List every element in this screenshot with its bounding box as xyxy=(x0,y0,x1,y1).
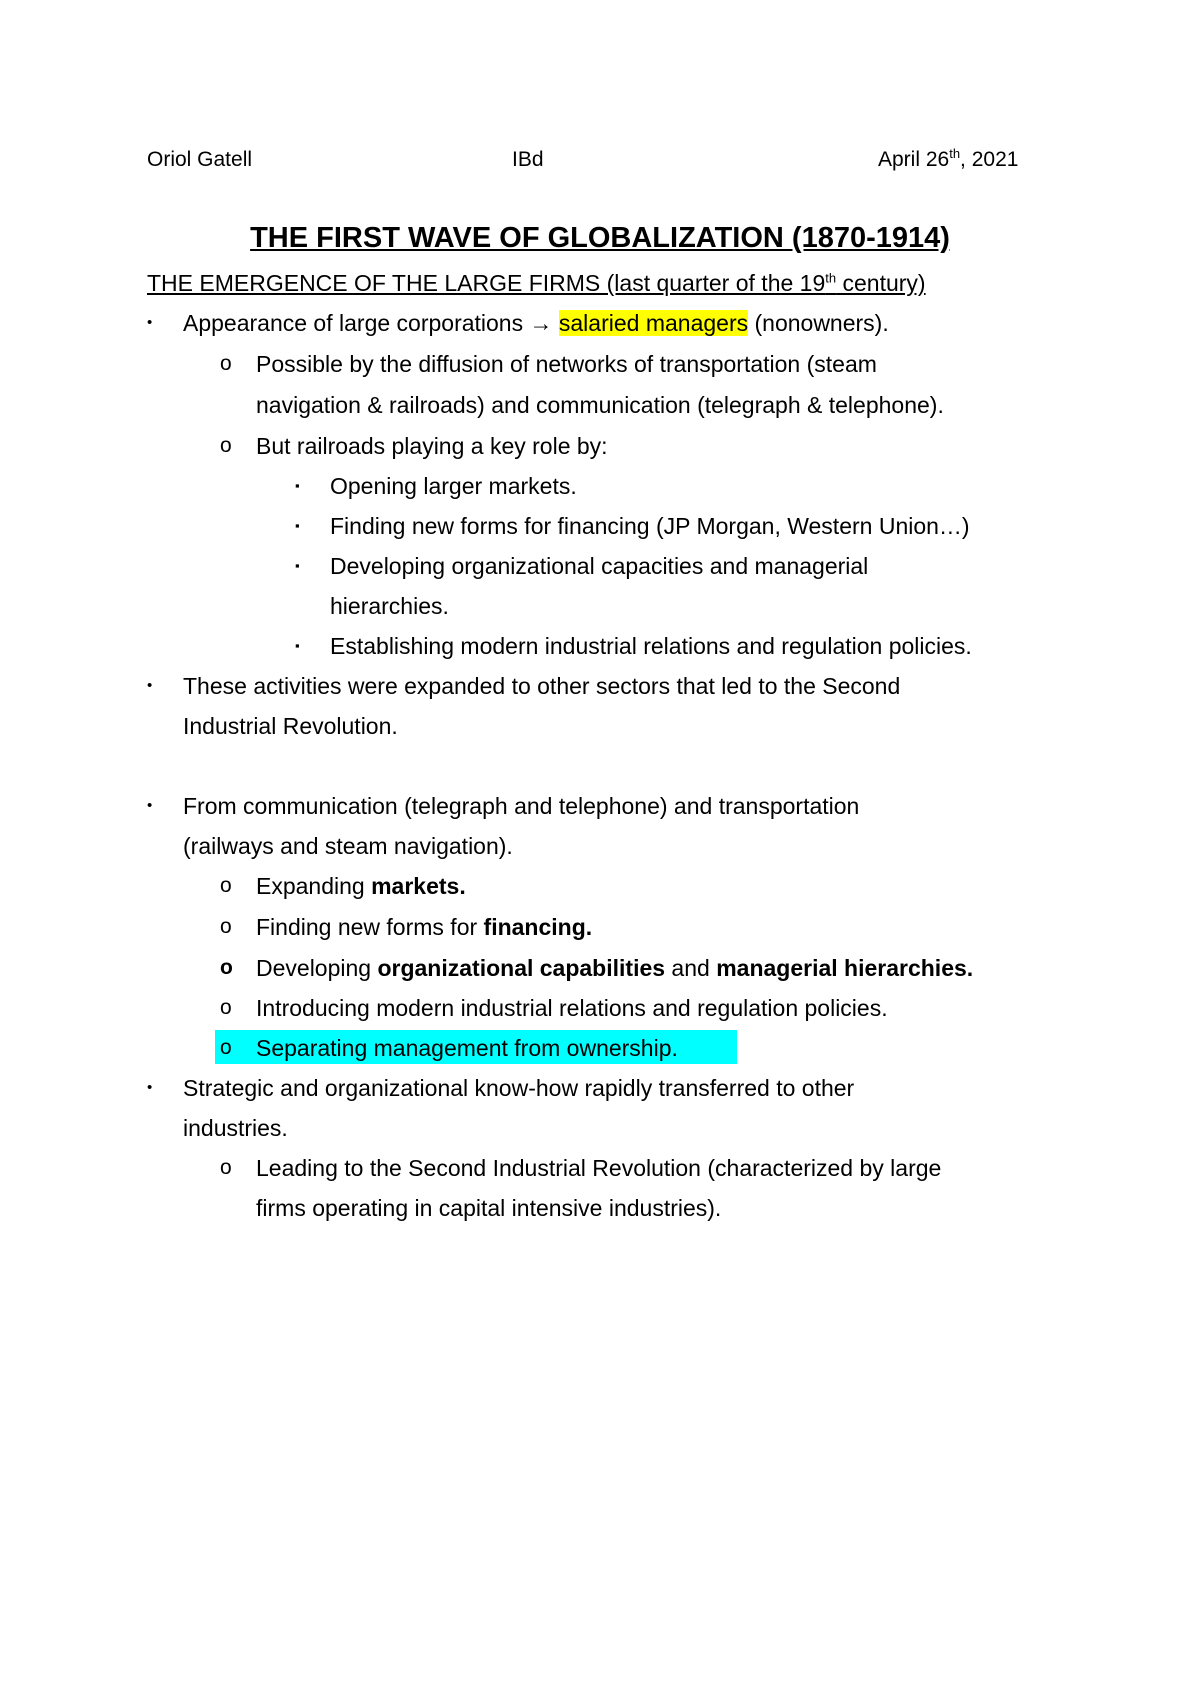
list-item xyxy=(256,912,592,942)
bullet-circle: o xyxy=(220,1036,232,1059)
item-text: Appearance of large corporations xyxy=(183,310,530,336)
date-sup: th xyxy=(949,146,961,161)
section-heading-tail: century) xyxy=(836,270,926,296)
list-item: But railroads playing a key role by: xyxy=(256,433,608,459)
document-title: THE FIRST WAVE OF GLOBALIZATION (1870-1914) xyxy=(250,222,950,254)
section-heading-sup: th xyxy=(825,270,837,286)
list-item: These activities were expanded to other sectors that led to the Second xyxy=(183,673,901,699)
bullet-circle: o xyxy=(220,1156,232,1179)
list-item: Opening larger markets. xyxy=(330,473,577,499)
bullet-square: ▪ xyxy=(295,638,300,653)
document-date xyxy=(878,146,1018,174)
bullet-square: ▪ xyxy=(295,478,300,493)
bullet-square: ▪ xyxy=(295,518,300,533)
item-text: Expanding xyxy=(256,873,372,899)
list-item-continuation: Industrial Revolution. xyxy=(183,713,398,739)
bullet-dot: • xyxy=(147,314,153,331)
bullet-circle: o xyxy=(220,874,232,897)
list-item-continuation: hierarchies. xyxy=(330,593,449,619)
list-item: Possible by the diffusion of networks of transportation (steam xyxy=(256,351,877,377)
item-text: Finding new forms for xyxy=(256,914,484,940)
author-name: Oriol Gatell xyxy=(147,148,253,171)
bold-text: organizational capabilities xyxy=(377,955,666,981)
list-item: Finding new forms for financing (JP Morgan, Western Union…) xyxy=(330,513,970,539)
bullet-dot: • xyxy=(147,797,153,814)
bold-text: markets. xyxy=(371,873,466,899)
list-item xyxy=(183,308,889,338)
section-heading-text: THE EMERGENCE OF THE LARGE FIRMS (last quarter of the 19 xyxy=(147,270,826,296)
bullet-circle: o xyxy=(220,915,232,938)
list-item: Strategic and organizational know-how rapidly transferred to other xyxy=(183,1075,855,1101)
section-heading xyxy=(147,268,926,298)
list-item-continuation: (railways and steam navigation). xyxy=(183,833,513,859)
bold-text: managerial hierarchies. xyxy=(716,955,974,981)
list-item: Introducing modern industrial relations and regulation policies. xyxy=(256,995,888,1021)
bullet-circle: o xyxy=(220,956,233,979)
list-item: Developing organizational capacities and managerial xyxy=(330,553,869,579)
bullet-dot: • xyxy=(147,677,153,694)
highlighted-list-item: Separating management from ownership. xyxy=(256,1035,678,1061)
list-item-continuation: industries. xyxy=(183,1115,288,1141)
list-item: Establishing modern industrial relations and regulation policies. xyxy=(330,633,972,659)
list-item xyxy=(256,953,973,983)
date-year: , 2021 xyxy=(960,148,1019,171)
arrow-icon: → xyxy=(529,310,553,336)
list-item-continuation: navigation & railroads) and communication (telegraph & telephone). xyxy=(256,392,944,418)
bold-text: financing. xyxy=(483,914,593,940)
item-text: (nonowners). xyxy=(748,310,889,336)
date-main: April 26 xyxy=(878,148,950,171)
item-text: Developing xyxy=(256,955,378,981)
bullet-circle: o xyxy=(220,352,232,375)
highlighted-text: salaried managers xyxy=(558,310,749,336)
bullet-dot: • xyxy=(147,1079,153,1096)
list-item xyxy=(256,871,466,901)
bullet-circle: o xyxy=(220,434,232,457)
bullet-square: ▪ xyxy=(295,558,300,573)
item-text: and xyxy=(665,955,717,981)
course-code: IBd xyxy=(512,148,544,171)
list-item-continuation: firms operating in capital intensive industries). xyxy=(256,1195,722,1221)
list-item: Leading to the Second Industrial Revolution (characterized by large xyxy=(256,1155,942,1181)
list-item: From communication (telegraph and telephone) and transportation xyxy=(183,793,860,819)
bullet-circle: o xyxy=(220,996,232,1019)
